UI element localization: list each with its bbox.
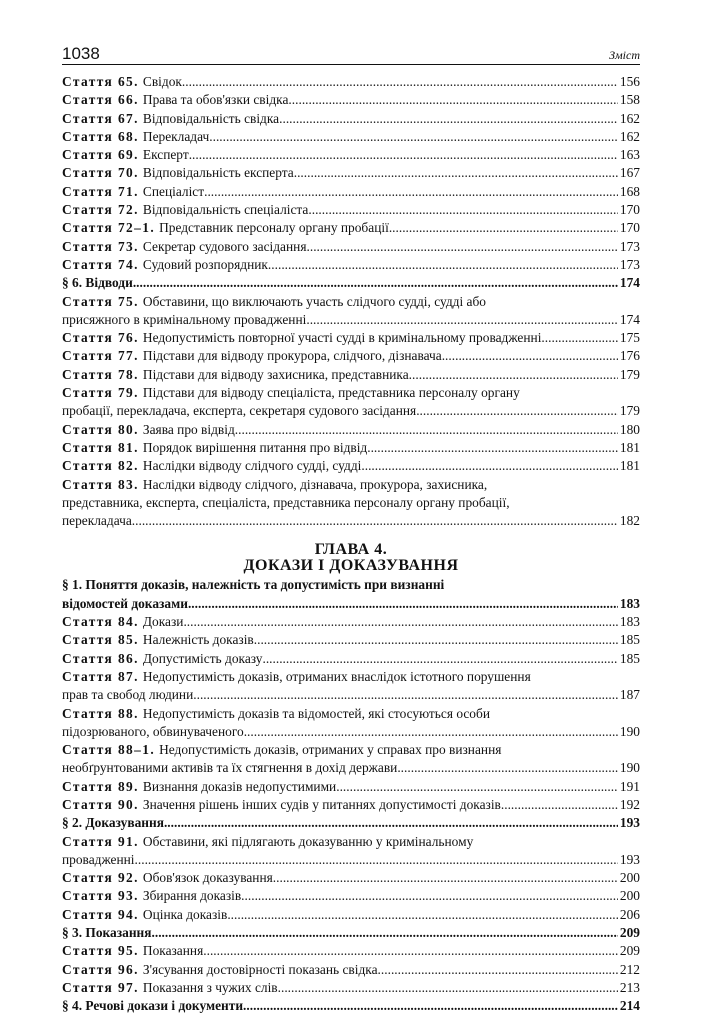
entry-title: Визнання доказів недопустимими <box>142 778 337 794</box>
page-ref: 200 <box>619 888 640 904</box>
entry-title: Секретар судового засідання <box>142 238 307 254</box>
toc-article-entry[interactable] <box>62 146 640 164</box>
entry-title: Відповідальність свідка <box>142 110 280 126</box>
toc-article-entry[interactable] <box>62 201 640 219</box>
toc-article-entry[interactable] <box>62 421 640 439</box>
dot-leader <box>389 219 618 237</box>
page-ref: 213 <box>619 979 640 995</box>
dot-leader <box>308 201 618 219</box>
dot-leader <box>306 311 618 329</box>
toc-article-entry[interactable] <box>62 457 640 475</box>
toc-article-entry[interactable] <box>62 631 640 649</box>
entry-title: Збирання доказів <box>142 888 242 904</box>
dot-leader <box>243 997 618 1015</box>
entry-title: Порядок вирішення питання про відвід <box>142 439 368 455</box>
page-ref: 190 <box>619 723 640 739</box>
toc-section-entry[interactable] <box>62 814 640 832</box>
dot-leader <box>189 146 618 164</box>
article-number: Стаття 91. <box>62 833 139 849</box>
page-ref: 185 <box>619 650 640 666</box>
page-ref: 191 <box>619 778 640 794</box>
article-number: Стаття 72. <box>62 202 139 218</box>
dot-leader <box>361 457 618 475</box>
article-number: Стаття 71. <box>62 183 139 199</box>
dot-leader <box>273 869 618 887</box>
page-header <box>62 42 640 65</box>
toc-article-entry[interactable] <box>62 219 640 237</box>
article-number: Стаття 88–1. <box>62 742 156 758</box>
article-number: Стаття 76. <box>62 330 139 346</box>
entry-title: присяжного в кримінальному провадженні <box>62 311 307 327</box>
entry-title: Допустимість доказу <box>142 650 263 666</box>
toc-section-entry[interactable] <box>62 274 640 292</box>
page-ref: 192 <box>619 796 640 812</box>
page-ref: 176 <box>619 348 640 364</box>
page-ref: 168 <box>619 183 640 199</box>
entry-title: Обставини, що виключають участь слідчого судді, судді або <box>142 293 486 309</box>
article-number: Стаття 92. <box>62 870 139 886</box>
toc-article-entry[interactable] <box>62 91 640 109</box>
dot-leader <box>193 686 618 704</box>
page-number: 1038 <box>62 44 100 63</box>
article-number: Стаття 88. <box>62 705 139 721</box>
toc-article-entry[interactable] <box>62 741 640 778</box>
entry-title: Судовий розпорядник <box>142 256 268 272</box>
page-ref: 183 <box>619 595 640 611</box>
dot-leader <box>183 613 617 631</box>
entry-title: Обов'язок доказування <box>142 870 273 886</box>
page-ref: 174 <box>619 275 640 291</box>
toc-article-entry[interactable] <box>62 942 640 960</box>
article-number: Стаття 96. <box>62 961 139 977</box>
toc-article-entry[interactable] <box>62 906 640 924</box>
toc-article-entry[interactable] <box>62 613 640 631</box>
entry-title: Експерт <box>142 147 189 163</box>
entry-title: Підстави для відводу спеціаліста, представника персоналу органу <box>142 385 520 401</box>
toc-section-entry[interactable] <box>62 997 640 1015</box>
dot-leader <box>209 128 618 146</box>
page-ref: 167 <box>619 165 640 181</box>
page-ref: 214 <box>619 998 640 1014</box>
article-number: Стаття 95. <box>62 943 139 959</box>
page-ref: 209 <box>619 943 640 959</box>
toc-article-entry[interactable] <box>62 73 640 91</box>
page-ref: 173 <box>619 238 640 254</box>
page-ref: 156 <box>619 74 640 89</box>
dot-leader <box>241 887 618 905</box>
dot-leader <box>336 778 618 796</box>
article-number: Стаття 83. <box>62 476 139 492</box>
dot-leader <box>278 979 618 997</box>
entry-title: § 3. Показання <box>62 925 152 941</box>
page-ref: 190 <box>619 760 640 776</box>
page-ref: 212 <box>619 961 640 977</box>
toc-article-entry[interactable] <box>62 128 640 146</box>
dot-leader <box>294 164 618 182</box>
dot-leader <box>203 942 618 960</box>
article-number: Стаття 65. <box>62 74 139 89</box>
entry-title: Належність доказів <box>142 632 254 648</box>
page-ref: 162 <box>619 110 640 126</box>
dot-leader <box>416 402 618 420</box>
article-number: Стаття 67. <box>62 110 139 126</box>
chapter-heading: ГЛАВА 4. <box>314 541 388 559</box>
entry-title: підозрюваного, обвинуваченого <box>62 723 244 739</box>
entry-title: Докази <box>142 614 184 630</box>
entry-title: Наслідки відводу слідчого судді, судді <box>142 458 362 474</box>
chapter-heading: ДОКАЗИ І ДОКАЗУВАННЯ <box>243 557 459 575</box>
toc-article-entry[interactable] <box>62 183 640 201</box>
page-ref: 185 <box>619 632 640 648</box>
dot-leader <box>288 91 617 109</box>
page-ref: 179 <box>619 366 640 382</box>
article-number: Стаття 77. <box>62 348 139 364</box>
dot-leader <box>188 595 618 613</box>
page-ref: 162 <box>619 128 640 144</box>
toc-article-entry[interactable] <box>62 256 640 274</box>
entry-title: § 2. Доказування <box>62 815 164 831</box>
entry-title: Наслідки відводу слідчого, дізнавача, прокурора, захисника, <box>142 476 488 492</box>
toc-section-entry[interactable] <box>62 576 640 613</box>
article-number: Стаття 87. <box>62 668 139 684</box>
page-ref: 175 <box>619 330 640 346</box>
entry-title: Спеціаліст <box>142 183 205 199</box>
entry-title: прав та свобод людини <box>62 687 194 703</box>
article-number: Стаття 93. <box>62 888 139 904</box>
toc-article-entry[interactable] <box>62 869 640 887</box>
entry-title: Обставини, які підлягають доказуванню у кримінальному <box>142 833 474 849</box>
entry-title: § 6. Відводи <box>62 275 133 291</box>
page-ref: 158 <box>619 92 640 108</box>
page-ref: 170 <box>619 220 640 236</box>
running-section-title: Зміст <box>609 48 640 62</box>
page-ref: 183 <box>619 614 640 630</box>
page-ref: 193 <box>619 851 640 867</box>
dot-leader <box>397 759 618 777</box>
article-number: Стаття 74. <box>62 256 139 272</box>
entry-title: Представник персоналу органу пробації <box>159 220 389 236</box>
page-ref: 182 <box>619 513 640 529</box>
entry-title: § 1. Поняття доказів, належність та допустимість при визнанні <box>62 577 445 593</box>
dot-leader <box>254 631 618 649</box>
article-number: Стаття 89. <box>62 778 139 794</box>
dot-leader <box>204 183 618 201</box>
dot-leader <box>268 256 618 274</box>
entry-title: Недопустимість повторної участі судді в кримінальному провадженні <box>142 330 542 346</box>
toc-article-entry[interactable] <box>62 650 640 668</box>
entry-title: Заява про відвід <box>142 421 235 437</box>
dot-leader <box>132 512 618 530</box>
page-ref: 206 <box>619 906 640 922</box>
toc-article-entry[interactable] <box>62 110 640 128</box>
toc-article-entry[interactable] <box>62 439 640 457</box>
article-number: Стаття 90. <box>62 796 139 812</box>
dot-leader <box>409 366 618 384</box>
toc-section-entry[interactable] <box>62 924 640 942</box>
article-number: Стаття 75. <box>62 293 139 309</box>
page-ref: 174 <box>619 311 640 327</box>
dot-leader <box>227 906 618 924</box>
entry-title: Недопустимість доказів, отриманих внаслідок істотного порушення <box>142 668 531 684</box>
page-ref: 181 <box>619 439 640 455</box>
entry-title: Підстави для відводу захисника, представника <box>142 366 409 382</box>
dot-leader <box>442 347 618 365</box>
page-ref: 179 <box>619 403 640 419</box>
article-number: Стаття 72–1. <box>62 220 156 236</box>
entry-title: представника, експерта, спеціаліста, представника персоналу органу пробації, <box>62 494 510 510</box>
dot-leader <box>279 110 618 128</box>
toc-article-entry[interactable] <box>62 347 640 365</box>
dot-leader <box>164 814 618 832</box>
article-number: Стаття 78. <box>62 366 139 382</box>
entry-title: необґрунтованими активів та їх стягнення в дохід держави <box>62 760 398 776</box>
dot-leader <box>307 238 618 256</box>
dot-leader <box>367 439 618 457</box>
dot-leader <box>152 924 618 942</box>
entry-title: перекладача <box>62 513 132 529</box>
entry-title: Недопустимість доказів, отриманих у справах про визнання <box>159 742 502 758</box>
article-number: Стаття 86. <box>62 650 139 666</box>
page-ref: 200 <box>619 870 640 886</box>
article-number: Стаття 81. <box>62 439 139 455</box>
toc-article-entry[interactable] <box>62 979 640 997</box>
article-number: Стаття 80. <box>62 421 139 437</box>
dot-leader <box>182 73 618 91</box>
entry-title: Оцінка доказів <box>142 906 228 922</box>
entry-title: Значення рішень інших судів у питаннях допустимості доказів <box>142 796 501 812</box>
toc-article-entry[interactable] <box>62 329 640 347</box>
toc-article-entry[interactable] <box>62 238 640 256</box>
toc-article-entry[interactable] <box>62 796 640 814</box>
entry-title: Відповідальність експерта <box>142 165 294 181</box>
dot-leader <box>135 851 618 869</box>
article-number: Стаття 73. <box>62 238 139 254</box>
page-ref: 163 <box>619 147 640 163</box>
dot-leader <box>501 796 618 814</box>
toc-article-entry[interactable] <box>62 384 640 421</box>
entry-title: пробації, перекладача, експерта, секретаря судового засідання <box>62 403 417 419</box>
entry-title: Права та обов'язки свідка <box>142 92 289 108</box>
dot-leader <box>133 274 618 292</box>
entry-title: § 4. Речові докази і документи <box>62 998 244 1014</box>
entry-title: Перекладач <box>142 128 210 144</box>
toc-article-entry[interactable] <box>62 668 640 705</box>
table-of-contents <box>62 73 640 1016</box>
toc-article-entry[interactable] <box>62 164 640 182</box>
article-number: Стаття 66. <box>62 92 139 108</box>
article-number: Стаття 85. <box>62 632 139 648</box>
article-number: Стаття 82. <box>62 458 139 474</box>
toc-article-entry[interactable] <box>62 961 640 979</box>
entry-title: відомостей доказами <box>62 595 188 611</box>
toc-article-entry[interactable] <box>62 778 640 796</box>
dot-leader <box>235 421 618 439</box>
entry-title: Підстави для відводу прокурора, слідчого, дізнавача <box>142 348 442 364</box>
toc-article-entry[interactable] <box>62 476 640 531</box>
toc-article-entry[interactable] <box>62 366 640 384</box>
toc-article-entry[interactable] <box>62 293 640 330</box>
entry-title: провадженні <box>62 851 135 867</box>
article-number: Стаття 94. <box>62 906 139 922</box>
dot-leader <box>378 961 618 979</box>
dot-leader <box>262 650 617 668</box>
article-number: Стаття 70. <box>62 165 139 181</box>
toc-article-entry[interactable] <box>62 705 640 742</box>
entry-title: Показання з чужих слів <box>142 979 278 995</box>
toc-article-entry[interactable] <box>62 887 640 905</box>
entry-title: З'ясування достовірності показань свідка <box>142 961 378 977</box>
dot-leader <box>541 329 617 347</box>
entry-title: Відповідальність спеціаліста <box>142 202 309 218</box>
page-ref: 181 <box>619 458 640 474</box>
page-ref: 173 <box>619 256 640 272</box>
entry-title: Свідок <box>142 74 182 89</box>
article-number: Стаття 79. <box>62 385 139 401</box>
article-number: Стаття 84. <box>62 614 139 630</box>
entry-title: Недопустимість доказів та відомостей, які стосуються особи <box>142 705 490 721</box>
page-ref: 193 <box>619 815 640 831</box>
page-ref: 187 <box>619 687 640 703</box>
toc-article-entry[interactable] <box>62 833 640 870</box>
page-ref: 180 <box>619 421 640 437</box>
entry-title: Показання <box>142 943 204 959</box>
article-number: Стаття 97. <box>62 979 139 995</box>
dot-leader <box>244 723 618 741</box>
article-number: Стаття 69. <box>62 147 139 163</box>
page-ref: 209 <box>619 925 640 941</box>
article-number: Стаття 68. <box>62 128 139 144</box>
page-ref: 170 <box>619 202 640 218</box>
